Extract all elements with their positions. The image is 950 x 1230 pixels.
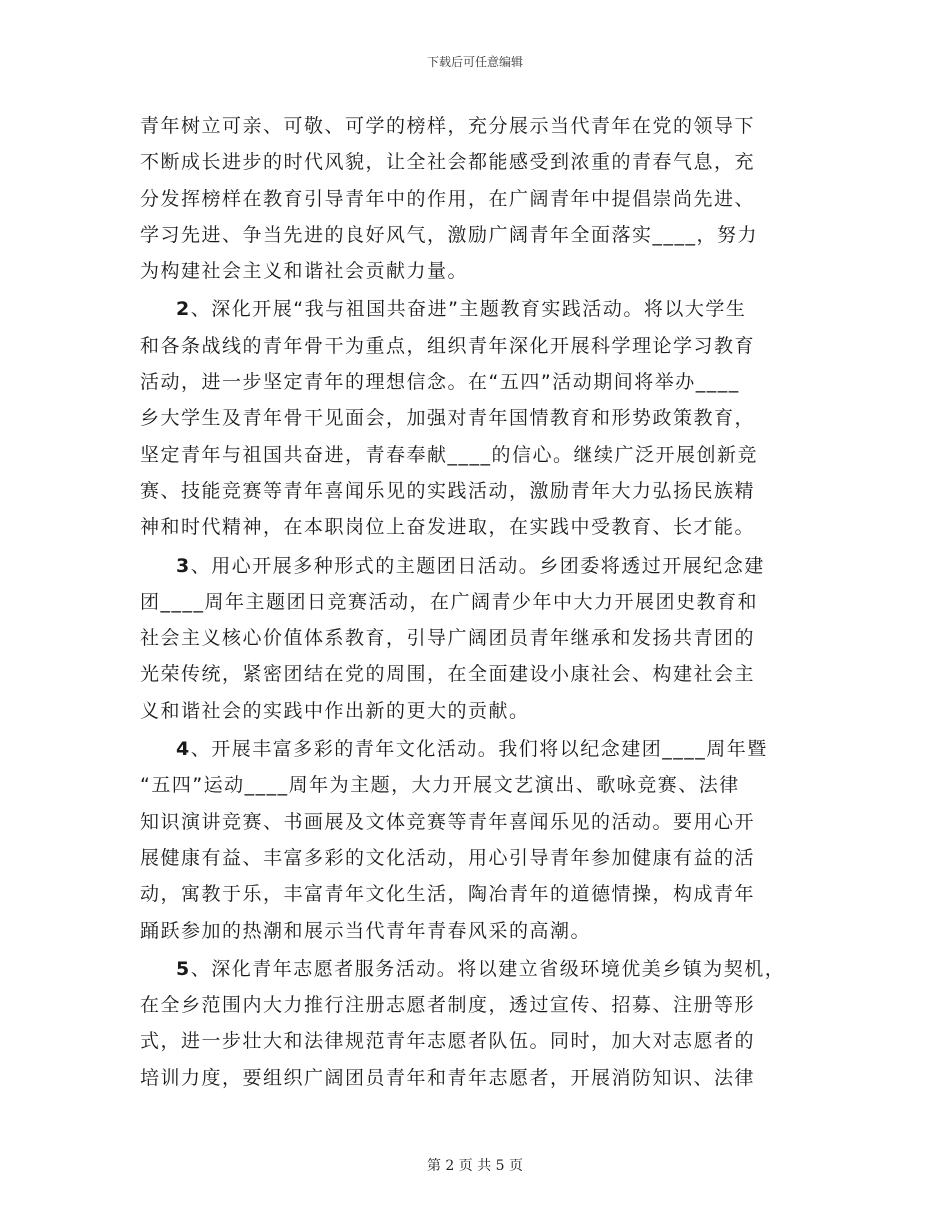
line-text: 、深化开展“我与祖国共奋进”主题教育实践活动。将以大学生 [190,298,747,321]
text-line: 义和谐社会的实践中作出新的更大的贡献。 [140,699,530,722]
text-line [140,548,820,584]
text-line [140,951,820,987]
text-line: 社会主义核心价值体系教育，引导广阔团员青年继承和发扬共青团的 [140,627,756,650]
text-line: 不断成长进步的时代风貌，让全社会都能感受到浓重的青春气息，充 [140,151,756,174]
text-line: 神和时代精神，在本职岗位上奋发进取，在实践中受教育、长才能。 [140,516,756,539]
text-line: 培训力度，要组织广阔团员青年和青年志愿者，开展消防知识、法律 [140,1066,756,1089]
paragraph-2 [140,291,820,545]
text-line: 和各条战线的青年骨干为重点，组织青年深化开展科学理论学习教育 [140,334,756,357]
text-line: 活动，进一步坚定青年的理想信念。在“五四”活动期间将举办____ [140,371,740,394]
line-text: 、开展丰富多彩的青年文化活动。我们将以纪念建团____周年暨 [190,738,768,761]
page-header: 下载后可任意编辑 [426,55,523,69]
paragraph-1 [140,108,820,289]
text-line: 青年树立可亲、可敬、可学的榜样，充分展示当代青年在党的领导下 [140,115,756,137]
page-footer: 第 2 页 共 5 页 [426,1158,524,1174]
text-line: 光荣传统，紧密团结在党的周围，在全面建设小康社会、构建社会主 [140,663,756,686]
item-number: 4 [176,738,191,761]
text-line [140,291,820,327]
paragraph-3 [140,548,820,729]
text-line: 在全乡范围内大力推行注册志愿者制度，透过宣传、招募、注册等形 [140,994,756,1017]
text-line: 学习先进、争当先进的良好风气，激励广阔青年全面落实____，努力 [140,223,759,246]
paragraph-5 [140,951,820,1096]
item-number: 2 [176,298,191,321]
text-line: 坚定青年与祖国共奋进，青春奉献____的信心。继续广泛开展创新竞 [140,443,759,466]
item-number: 3 [176,554,191,577]
text-line: 展健康有益、丰富多彩的文化活动，用心引导青年参加健康有益的活 [140,846,756,869]
line-text: 、深化青年志愿者服务活动。将以建立省级环境优美乡镇为契机， [190,957,786,980]
text-line: 团____周年主题团日竞赛活动，在广阔青少年中大力开展团史教育和 [140,590,759,613]
line-text: 、用心开展多种形式的主题团日活动。乡团委将透过开展纪念建 [190,554,765,577]
text-line: “五四”运动____周年为主题，大力开展文艺演出、歌咏竞赛、法律 [140,774,740,797]
document-body [140,108,820,1096]
item-number: 5 [176,957,191,980]
text-line: 知识演讲竞赛、书画展及文体竞赛等青年喜闻乐见的活动。要用心开 [140,810,756,833]
text-line: 踊跃参加的热潮和展示当代青年青春风采的高潮。 [140,919,592,942]
text-line: 乡大学生及青年骨干见面会，加强对青年国情教育和形势政策教育， [140,407,756,430]
text-line [140,731,820,767]
text-line: 为构建社会主义和谐社会贡献力量。 [140,260,469,283]
text-line: 式，进一步壮大和法律规范青年志愿者队伍。同时，加大对志愿者的 [140,1030,756,1053]
text-line: 分发挥榜样在教育引导青年中的作用，在广阔青年中提倡崇尚先进、 [140,187,756,210]
text-line: 赛、技能竞赛等青年喜闻乐见的实践活动，激励青年大力弘扬民族精 [140,479,756,502]
paragraph-4 [140,731,820,949]
text-line: 动，寓教于乐，丰富青年文化生活，陶冶青年的道德情操，构成青年 [140,883,756,906]
